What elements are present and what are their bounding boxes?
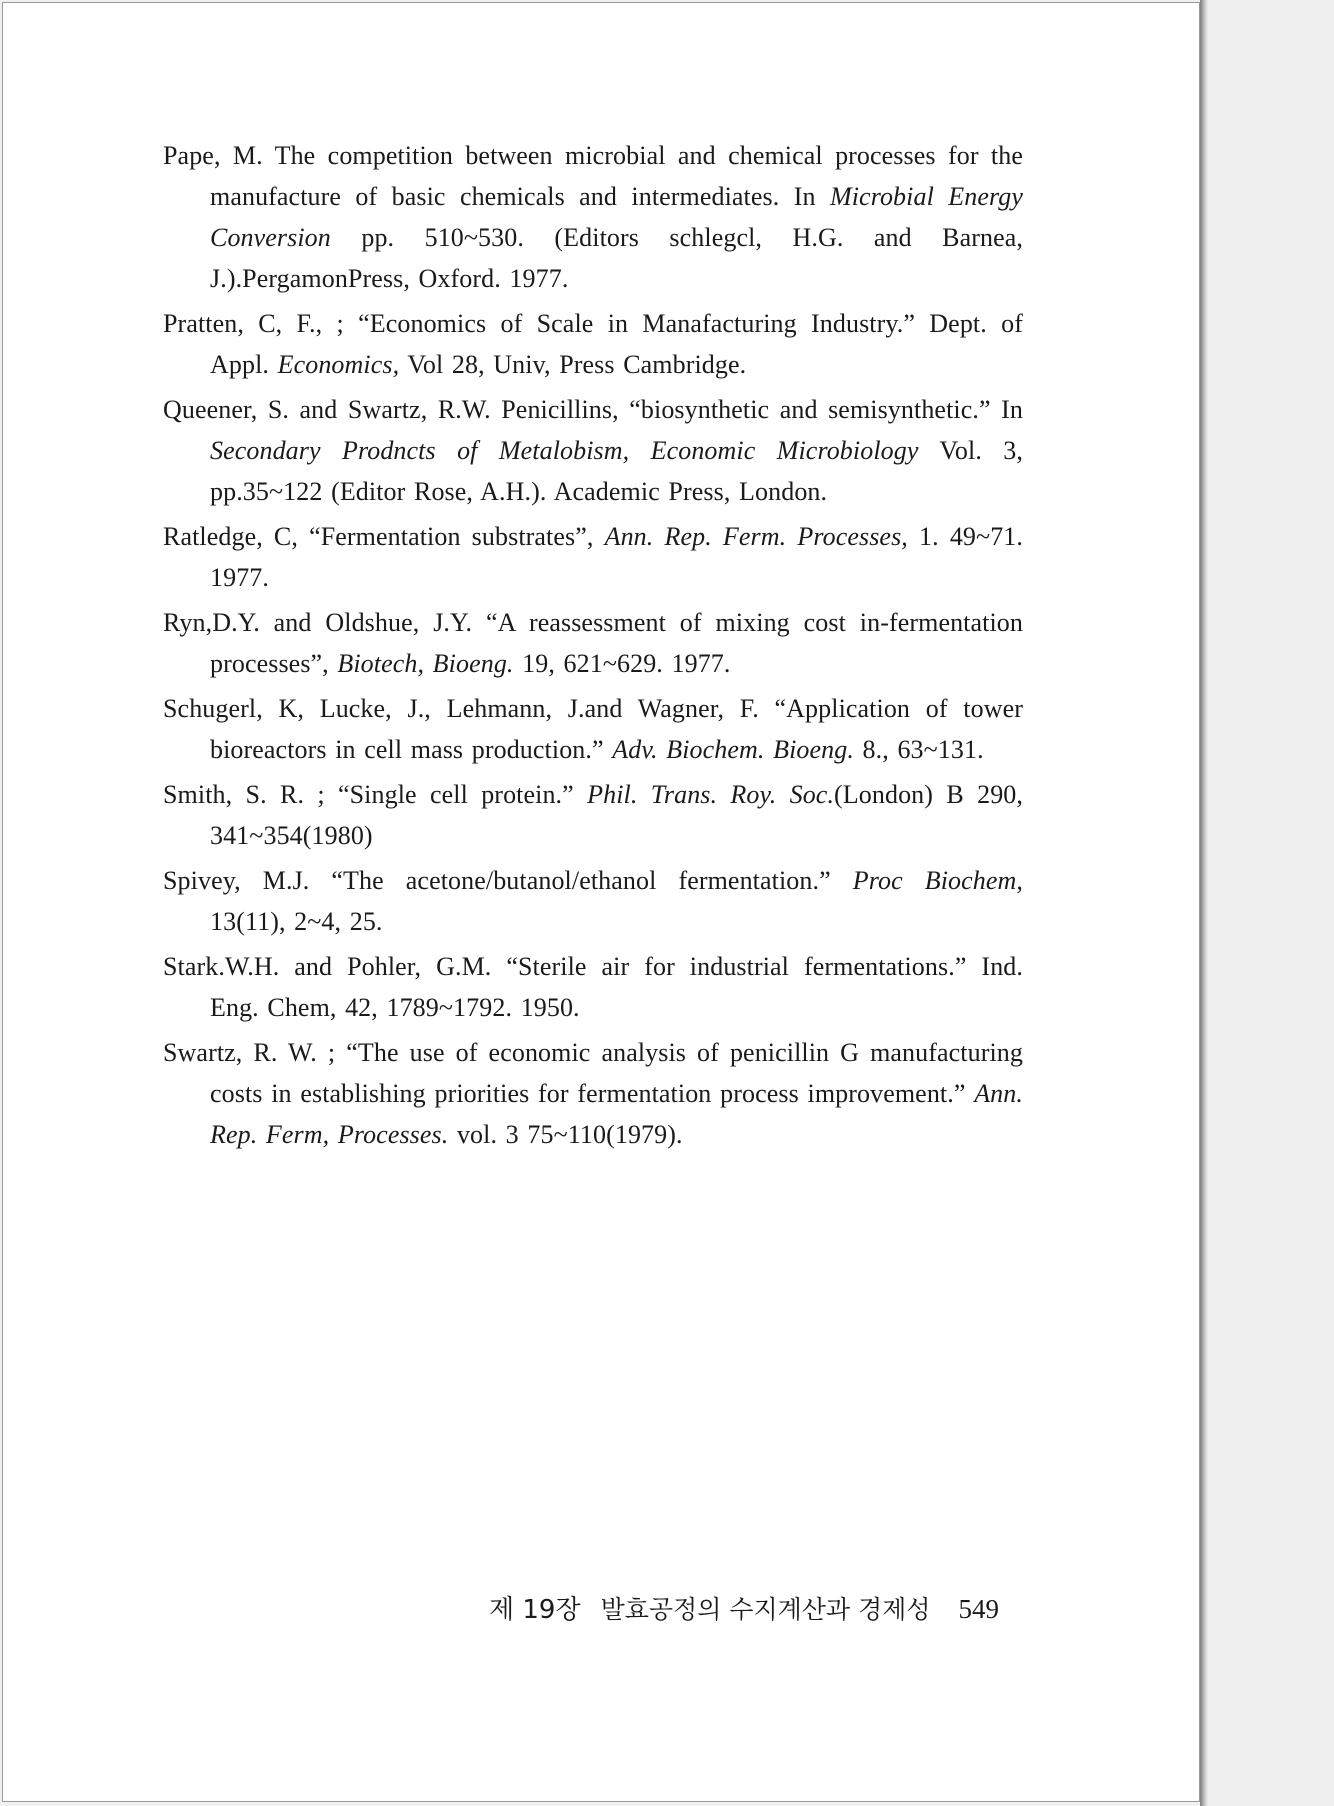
chapter-label: 제 19장 [489,1595,581,1625]
reference-text: Schugerl, K, Lucke, J., Lehmann, J.and Wagner, F. “Application of tower bioreactors in cell mass production.” [163,694,1023,764]
running-footer [489,1591,1009,1628]
reference-italic-title: Ann. Rep. Ferm, Processes. [210,1079,1023,1149]
reference-item [163,303,1023,385]
page-number: 549 [958,1594,999,1624]
reference-text-tail: Vol. 3, pp.35~122 (Editor Rose, A.H.). Academic Press, London. [210,436,1023,506]
reference-italic-title: Biotech, Bioeng. [337,649,514,678]
reference-text-tail: 19, 621~629. 1977. [513,649,731,678]
reference-text-tail: (London) B 290, 341~354(1980) [210,780,1023,850]
reference-text: Spivey, M.J. “The acetone/butanol/ethanol fermentation.” [163,866,853,895]
reference-item [163,860,1023,942]
reference-item [163,946,1023,1028]
reference-text: Pratten, C, F., ; “Economics of Scale in Manafacturing Industry.” Dept. of Appl. [163,309,1023,379]
reference-text: Smith, S. R. ; “Single cell protein.” [163,780,588,809]
reference-list [163,135,1023,1159]
reference-text: Queener, S. and Swartz, R.W. Penicillins, “biosynthetic and semisynthetic.” In [163,395,1023,424]
reference-text-tail: vol. 3 75~110(1979). [448,1120,683,1149]
reference-item [163,1032,1023,1155]
reference-italic-title: Economics, [277,350,400,379]
reference-text: Ratledge, C, “Fermentation substrates”, [163,522,605,551]
reference-item [163,135,1023,299]
reference-item [163,389,1023,512]
document-page [2,2,1200,1802]
reference-italic-title: Phil. Trans. Roy. Soc. [587,780,835,809]
reference-text-tail: pp. 510~530. (Editors schlegcl, H.G. and Barnea, J.).PergamonPress, Oxford. 1977. [210,223,1023,293]
reference-text: Swartz, R. W. ; “The use of economic analysis of penicillin G manufacturing costs in establishing priorities for fermentation process improvement.” [163,1038,1023,1108]
page-edge-shadow [1200,0,1208,1806]
reference-item [163,516,1023,598]
reference-text: Ryn,D.Y. and Oldshue, J.Y. “A reassessment of mixing cost in-fermentation processes”, [163,608,1023,678]
reference-text: Pape, M. The competition between microbial and chemical processes for the manufacture of basic chemicals and intermediates. In [163,141,1023,211]
reference-text-tail: 1. 49~71. 1977. [210,522,1023,592]
reference-italic-title: Adv. Biochem. Bioeng. [612,735,854,764]
reference-item [163,602,1023,684]
reference-italic-title: Proc Biochem, [852,866,1023,895]
reference-italic-title: Secondary Prodncts of Metalobism, Economic Microbiology [210,436,919,465]
reference-text: Stark.W.H. and Pohler, G.M. “Sterile air for industrial fermentations.” Ind. Eng. Chem, 42, 1789~1792. 1950. [163,952,1023,1022]
reference-text-tail: Vol 28, Univ, Press Cambridge. [399,350,747,379]
reference-text-tail: 13(11), 2~4, 25. [210,907,383,936]
reference-item [163,774,1023,856]
reference-text-tail: 8., 63~131. [853,735,984,764]
reference-italic-title: Ann. Rep. Ferm. Processes, [604,522,908,551]
reference-italic-title: Microbial Energy Conversion [210,182,1023,252]
reference-item [163,688,1023,770]
chapter-title: 발효공정의 수지계산과 경제성 [600,1595,931,1624]
